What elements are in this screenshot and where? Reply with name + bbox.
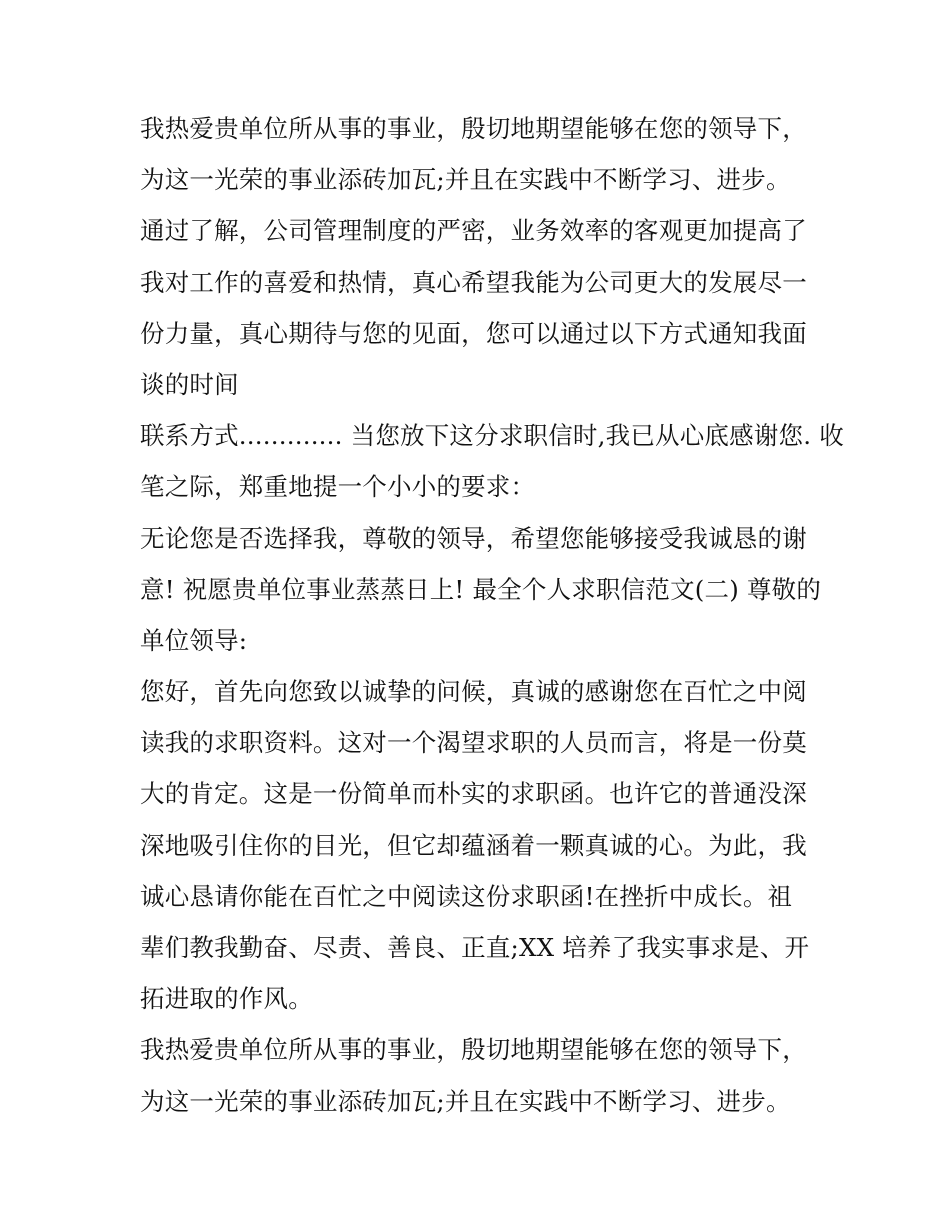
text-line: 读我的求职资料。这对一个渴望求职的人员而言，将是一份莫 — [140, 728, 807, 758]
text-line: 我热爱贵单位所从事的事业，殷切地期望能够在您的领导下， — [140, 114, 807, 143]
text-line: 您好，首先向您致以诚挚的问候，真诚的感谢您在百忙之中阅 — [140, 677, 807, 707]
text-line: 无论您是否选择我，尊敬的领导，希望您能够接受我诚恳的谢 — [140, 523, 807, 553]
text-line: 深地吸引住你的目光，但它却蕴涵着一颗真诚的心。为此，我 — [140, 830, 807, 860]
text-line: 笔之际，郑重地提一个小小的要求： — [140, 472, 536, 502]
text-line: 意! 祝愿贵单位事业蒸蒸日上! 最全个人求职信范文(二) 尊敬的 — [140, 574, 822, 604]
text-line: 拓进取的作风。 — [140, 984, 313, 1014]
text-line: 大的肯定。这是一份简单而朴实的求职函。也许它的普通没深 — [140, 779, 807, 809]
text-line: 单位领导: — [140, 625, 248, 655]
text-line: 诚心恳请你能在百忙之中阅读这份求职函!在挫折中成长。祖 — [140, 881, 793, 911]
text-line: 份力量，真心期待与您的见面，您可以通过以下方式通知我面 — [140, 318, 807, 348]
text-line: 我热爱贵单位所从事的事业，殷切地期望能够在您的领导下， — [140, 1035, 807, 1065]
text-line: 联系方式............. 当您放下这分求职信时,我已从心底感谢您. 收 — [140, 421, 844, 451]
text-line: 我对工作的喜爱和热情，真心希望我能为公司更大的发展尽一 — [140, 267, 807, 297]
text-line: 辈们教我勤奋、尽责、善良、正直;XX 培养了我实事求是、开 — [140, 933, 810, 962]
text-line: 谈的时间 — [140, 369, 239, 399]
text-line: 通过了解，公司管理制度的严密，业务效率的客观更加提高了 — [140, 216, 807, 246]
text-line: 为这一光荣的事业添砖加瓦;并且在实践中不断学习、进步。 — [140, 1086, 791, 1116]
text-line: 为这一光荣的事业添砖加瓦;并且在实践中不断学习、进步。 — [140, 165, 791, 195]
body-text — [140, 103, 844, 1127]
